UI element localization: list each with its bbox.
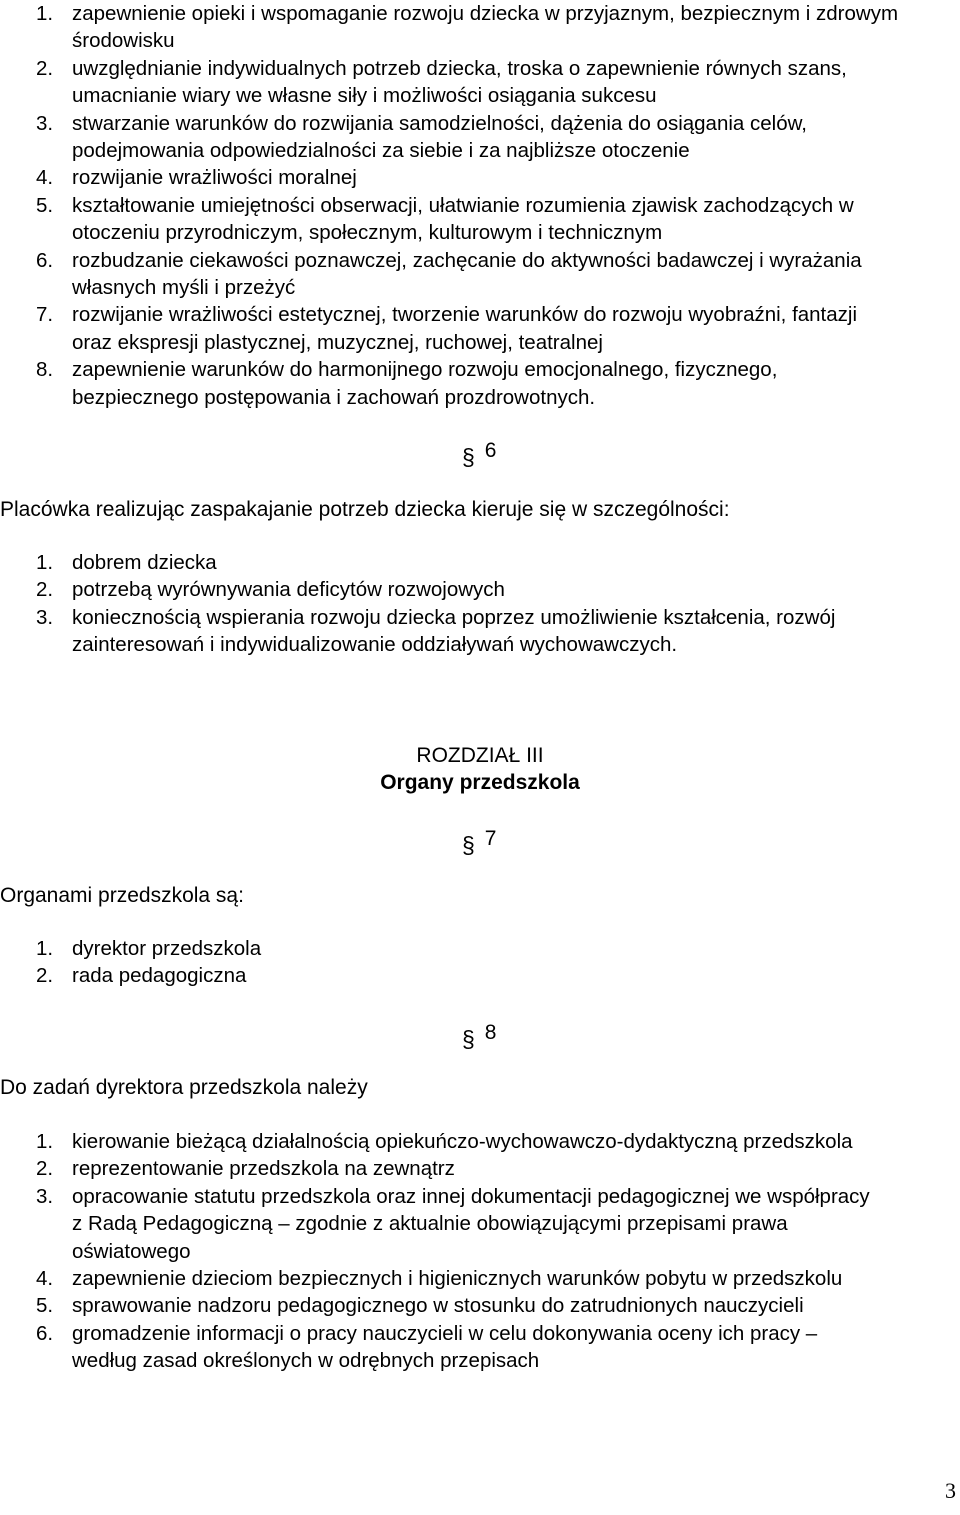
chapter-label: ROZDZIAŁ III [416,744,544,767]
list-item: 5. sprawowanie nadzoru pedagogicznego w stosunku do zatrudnionych nauczycieli [36,1294,804,1318]
list-item: 3. koniecznością wspierania rozwoju dziecka poprzez umożliwienie kształcenia, rozwój zainteresowań i indywidualizowanie oddziaływań wychowawczych. [36,605,836,657]
chapter-title: Organy przedszkola [380,771,580,794]
list-item: 5. kształtowanie umiejętności obserwacji, ułatwianie rozumienia zjawisk zachodzących w otoczeniu przyrodniczym, społecznym, kulturowym i technicznym [36,193,854,245]
section-8-intro: Do zadań dyrektora przedszkola należy [0,1076,368,1099]
list-item: 1. zapewnienie opieki i wspomaganie rozwoju dziecka w przyjaznym, bezpiecznym i zdrowym środowisku [36,2,899,53]
section-6-intro: Placówka realizując zaspakajanie potrzeb dziecka kieruje się w szczególności: [0,498,730,521]
list-item: 1. dobrem dziecka [36,551,217,574]
chapter-heading [0,742,960,796]
list-item: 6. rozbudzanie ciekawości poznawczej, zachęcanie do aktywności badawczej i wyrażania własnych myśli i przeżyć [36,248,862,300]
list-item: 3. stwarzanie warunków do rozwijania samodzielności, dążenia do osiągania celów, podejmowania odpowiedzialności za siebie i za najbliższe otoczenie [36,111,807,163]
list-item: 1. kierowanie bieżącą działalnością opiekuńczo-wychowawczo-dydaktyczną przedszkola [36,1130,853,1153]
list-item: 3. opracowanie statutu przedszkola oraz innej dokumentacji pedagogicznej we współpracy z Radą Pedagogiczną – zgodnie z aktualnie obowiązującymi przepisami prawa oświatowego [36,1184,870,1263]
section-7-list [0,935,960,990]
section-8-list [0,1128,960,1375]
section-6-heading: § 6 [462,439,497,470]
section-sign-icon: § [462,444,475,470]
section-sign-icon: § [462,1026,475,1052]
goals-list [0,0,960,411]
section-sign-icon: § [462,832,475,858]
section-7-intro: Organami przedszkola są: [0,884,244,907]
list-item: 4. rozwijanie wrażliwości moralnej [36,166,357,190]
page-number: 3 [945,1478,956,1503]
list-item: 2. rada pedagogiczna [36,964,247,988]
list-item: 8. zapewnienie warunków do harmonijnego rozwoju emocjonalnego, fizycznego, bezpiecznego postępowania i zachowań prozdrowotnych. [36,358,778,409]
list-item: 7. rozwijanie wrażliwości estetycznej, tworzenie warunków do rozwoju wyobraźni, fantazji oraz ekspresji plastycznej, muzycznej, ruchowej, teatralnej [36,303,858,354]
section-8-heading: § 8 [462,1021,497,1052]
list-item: 1. dyrektor przedszkola [36,937,262,960]
list-item: 2. potrzebą wyrównywania deficytów rozwojowych [36,578,505,602]
list-item: 6. gromadzenie informacji o pracy nauczycieli w celu dokonywania oceny ich pracy – według zasad określonych w odrębnych przepisach [36,1321,818,1373]
list-item: 2. reprezentowanie przedszkola na zewnątrz [36,1157,455,1181]
list-item: 4. zapewnienie dzieciom bezpiecznych i higienicznych warunków pobytu w przedszkolu [36,1267,843,1291]
section-7-heading: § 7 [462,827,497,858]
section-6-list [0,549,960,659]
list-item: 2. uwzględnianie indywidualnych potrzeb dziecka, troska o zapewnienie równych szans, umacnianie wiary we własne siły i możliwości osiągania sukcesu [36,56,847,108]
